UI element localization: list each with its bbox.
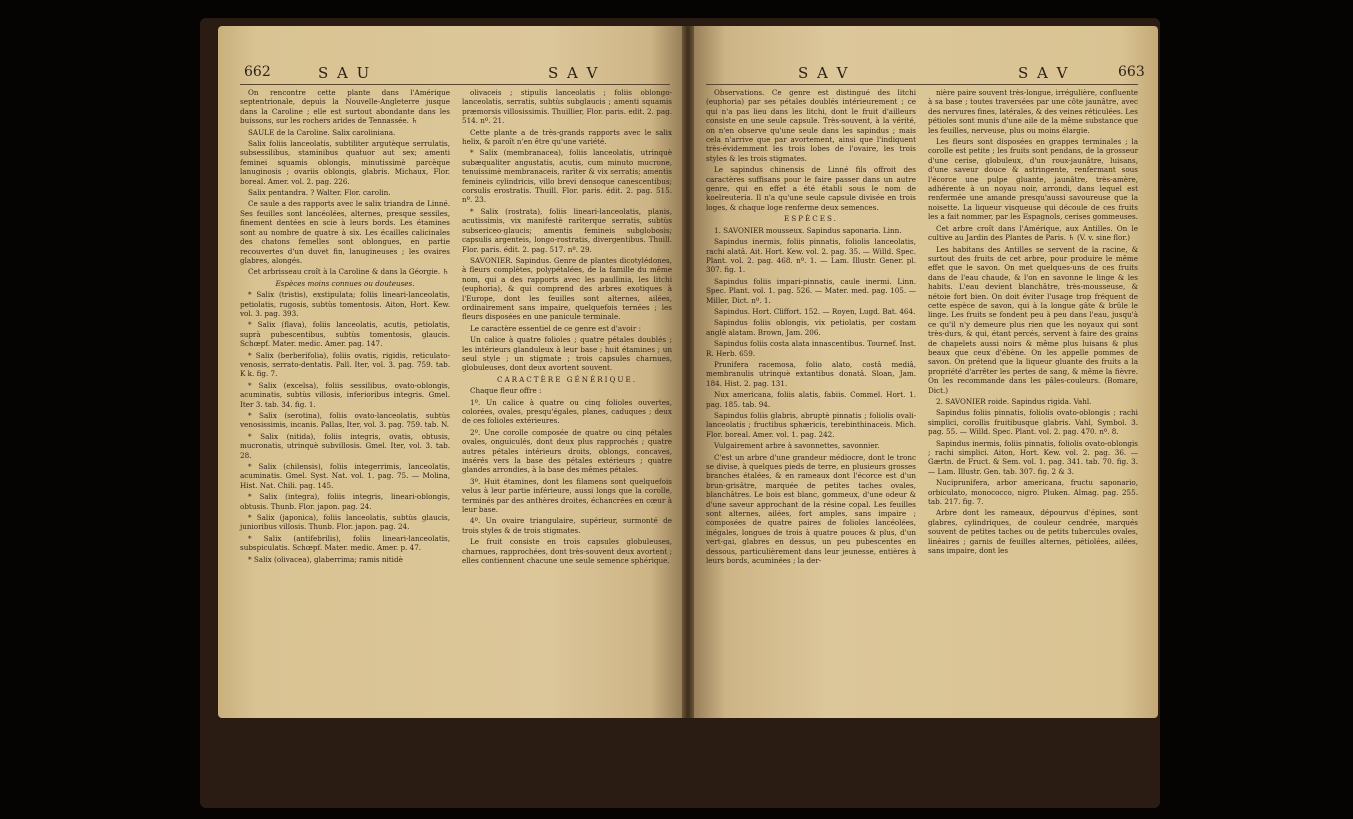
- paragraph: * Salix (flava), foliis lanceolatis, acutis, petiolatis, suprà pubescentibus, subtùs tomentosis, glaucis. Schœpf. Mater. medic. Amer. pag. 147.: [240, 320, 450, 349]
- paragraph: Un calice à quatre folioles ; quatre pétales doublés ; les intérieurs glanduleux à leur base ; huit étamines ; un seul style ; un stigmate ; trois capsules charnues, globuleuses, dont deux avortent souvent.: [462, 335, 672, 373]
- paragraph: * Salix (tristis), exstipulata; foliis lineari-lanceolatis, petiolatis, rugosis, subtùs tomentosis. Aiton, Hort. Kew. vol. 3. pag. 393.: [240, 290, 450, 318]
- paragraph: Le sapindus chinensis de Linné fils offroit des caractères suffisans pour le faire passer dans un autre genre, qui en effet a été établi sous le nom de koelreuteria. Il n'a qu'une seule capsule divisée en trois loges, & chaque loge renferme deux semences.: [706, 165, 916, 212]
- paragraph: Nux americana, foliis alatis, fabiis. Commel. Hort. 1. pag. 185. tab. 94.: [706, 390, 916, 409]
- paragraph: * Salix (integra), foliis integris, lineari-oblongis, obtusis. Thunb. Flor. japon. pag. 24.: [240, 492, 450, 511]
- paragraph: Sapindus inermis, foliis pinnatis, foliolis ovato-oblongis ; rachi simplici. Aiton, Hort. Kew. vol. 2. pag. 36. — Gærtn. de Fruct. & Sem. vol. 1. pag. 341. tab. 70. fig. 3. — Lam. Illustr. Gen. tab. 307. fig. 2 & 3.: [928, 438, 1138, 476]
- paragraph: Sapindus foliis pinnatis, foliolis ovato-oblongis ; rachi simplici, corollis fruitibusque glabris. Vahl, Symbol. 3. pag. 55. — Willd. Spec. Plant. vol. 2. pag. 470. nº. 8.: [928, 408, 1138, 437]
- paragraph: Nuciprunifera, arbor americana, fructu saponario, orbiculato, monococco, nigro. Pluken. Almag. pag. 255. tab. 217. fig. 7.: [928, 478, 1138, 507]
- paragraph: Ce saule a des rapports avec le salix triandra de Linné. Ses feuilles sont lancéolées, alternes, presque sessiles, finement dentées en scie à leurs bords. Les étamines sont au nombre de quatre à six. Les écailles calicinales des chatons femelles sont oblongues, en partie recouvertes d'un duvet fin, lanugineuses ; les ovaires glabres, alongés.: [240, 199, 450, 265]
- paragraph: Sapindus inermis, foliis pinnatis, foliolis lanceolatis, rachi alatâ. Ait. Hort. Kew. vol. 2. pag. 35. — Willd. Spec. Plant. vol. 2. pag. 468. nº. 1. — Lam. Illustr. Gener. pl. 307. fig. 1.: [706, 237, 916, 275]
- text-column-right: [462, 88, 672, 568]
- paragraph: * Salix (chilensis), foliis integerrimis, lanceolatis, acuminatis. Gmel. Syst. Nat. vol. 1. pag. 75. — Molina, Hist. Nat. Chili. pag. 145.: [240, 462, 450, 490]
- text-column-left: [240, 88, 450, 566]
- paragraph: Le caractère essentiel de ce genre est d'avoir :: [470, 323, 641, 333]
- paragraph: ESPÈCES.: [784, 214, 838, 224]
- paragraph: 1º. Un calice à quatre ou cinq folioles ouvertes, colorées, ovales, presqu'égales, planes, caduques ; deux de ces folioles extérieures.: [462, 397, 672, 426]
- paragraph: 1. SAVONIER mousseux. Sapindus saponaria. Linn.: [714, 225, 902, 235]
- paragraph: 3º. Huit étamines, dont les filamens sont quelquefois velus à leur partie inférieure, aussi longs que la corolle, terminés par des anthères droites, échancrées en cœur à leur base.: [462, 476, 672, 515]
- book-gutter: [682, 26, 694, 718]
- running-head: S A U: [318, 64, 372, 82]
- paragraph: * Salix (nitida), foliis integris, ovatis, obtusis, mucronatis, utrinquè subvillosis. Gmel. Iter, vol. 3. tab. 28.: [240, 431, 450, 460]
- paragraph: * Salix (antifebrilis), foliis lineari-lanceolatis, subspiculatis. Schœpf. Mater. medic. Amer. p. 47.: [240, 533, 450, 553]
- paragraph: Observations. Ce genre est distingué des litchi (euphoria) par ses pétales doublés intérieurement ; ce qui n'a pas lieu dans les litchi, dont le fruit d'ailleurs consiste en une seule capsule. Très-souvent, à la vérité, on n'en observe qu'une seule dans les sapindus ; mais cela n'arrive que par avortement, ainsi que l'indiquent très-évidemment les trois lobes de l'ovaire, les trois styles & les trois stigmates.: [706, 88, 916, 163]
- paragraph: Sapindus foliis oblongis, vix petiolatis, per costam anglè alatam. Brown, Jam. 206.: [706, 318, 916, 337]
- paragraph: olivaceis ; stipulis lanceolatis ; foliis oblongo-lanceolatis, serratis, subtùs subglaucis ; amenti squamis præmorsis villosissimis. Thuillier, Flor. paris. edit. 2. pag. 514. nº. 21.: [462, 88, 672, 126]
- paragraph: * Salix (membranacea), foliis lanceolatis, utrinquè subæqualiter angustatis, acutis, cum minuto mucrone, tenuissimè membranaceis, rarìter & vix serratis; amentis femineis cylindricis, villo brevi densoque canescentibus; corsulis erostratis. Thuill. Flor. paris. édit. 2. pag. 515. nº. 23.: [462, 148, 672, 205]
- paragraph: On rencontre cette plante dans l'Amérique septentrionale, depuis la Nouvelle-Angleterre jusque dans la Caroline ; elle est surtout abondante dans les buissons, sur les rochers arides de Tennassée. ♄: [240, 88, 450, 126]
- right-page: [688, 26, 1158, 718]
- paragraph: 2º. Une corolle composée de quatre ou cinq pétales ovales, onguiculés, dont deux plus rapprochés ; quatre autres pétales intérieurs droits, oblongs, concaves, insérés vers la base des pétales extérieurs ; quatre glandes arrondies, à la base des mêmes pétales.: [462, 427, 672, 475]
- paragraph: C'est un arbre d'une grandeur médiocre, dont le tronc se divise, à quelques pieds de terre, en plusieurs grosses branches étalées, & en rameaux dont l'écorce est d'un brun-grisâtre, marquée de petites taches ovales, blanchâtres. Le bois est blanc, gommeux, d'une odeur & d'une saveur approchant de la résine copal. Les feuilles sont alternes, ailées, fort amples, sans impaire ; composées de quatre paires de folioles lancéolées, inégales, longues de trois à quatre pouces & plus, d'un vert-gai, glabres en dessus, un peu pubescentes en dessous, particulièrement dans leur jeunesse, entières à leurs bords, acuminées ; la der-: [706, 452, 916, 566]
- header-rule: [240, 84, 670, 85]
- paragraph: Salix foliis lanceolatis, subtiliter argutèque serrulatis, subsessilibus, staminibus quatuor aut sex; amenti feminei squamis oblongis, minutissimè parcèque lanuginosis ; ovariis oblongis, glabris. Michaux, Flor. boreal. Amer. vol. 2. pag. 226.: [240, 139, 450, 186]
- paragraph: Sapindus. Hort. Cliffort. 152. — Royen, Lugd. Bat. 464.: [714, 306, 916, 316]
- paragraph: * Salix (excelsa), foliis sessilibus, ovato-oblongis, acuminatis, subtùs villosis, inferioribus integris. Gmel. Iter 3. tab. 34. fig. 1.: [240, 380, 450, 409]
- paragraph: * Salix (serotina), foliis ovato-lanceolatis, subtùs venosissimis, incanis. Pallas, Iter, vol. 3. pag. 759. tab. N.: [240, 411, 450, 430]
- text-column-left: [706, 88, 916, 568]
- paragraph: Cette plante a de très-grands rapports avec le salix helix, & paroît n'en être qu'une variété.: [462, 127, 672, 147]
- paragraph: Prunifera racemosa, folio alato, costâ mediâ, membranulis utrinquè extantibus donatâ. Sloan, Jam. 184. Hist. 2. pag. 131.: [706, 359, 916, 388]
- text-column-right: [928, 88, 1138, 558]
- running-head: S A V: [798, 64, 850, 82]
- paragraph: Cet arbrisseau croît à la Caroline & dans la Géorgie. ♄: [248, 267, 449, 277]
- paragraph: 2. SAVONIER roide. Sapindus rigida. Vahl.: [936, 397, 1092, 406]
- paragraph: SAVONIER. Sapindus. Genre de plantes dicotylédones, à fleurs complètes, polypétalées, de la famille du même nom, qui a des rapports avec les paullinia, les litchi (euphoria), & qui comprend des arbres exotiques à l'Europe, dont les feuilles sont alternes, ailées, ordinairement sans impaire, quelquefois ternées ; les fleurs disposées en une panicule terminale.: [462, 255, 672, 322]
- paragraph: Salix pentandra. ? Walter. Flor. carolin.: [248, 188, 391, 198]
- paragraph: nière paire souvent très-longue, irrégulière, confluente à sa base ; toutes traversées par une côte jaunâtre, avec des nervures fines, latérales, & des veines réticulées. Les pétioles sont munis d'une aile de la même substance que les feuilles, nerveuse, plus ou moins élargie.: [928, 88, 1138, 135]
- paragraph: Sapindus foliis glabris, abruptè pinnatis ; foliolis ovali-lanceolatis ; fructibus sphæricis, terebinthinaceis. Mich. Flor. boreal. Amer. vol. 1. pag. 242.: [706, 411, 916, 439]
- paragraph: Cet arbre croît dans l'Amérique, aux Antilles. On le cultive au Jardin des Plantes de Paris. ♄ (V. v. sine flor.): [928, 223, 1138, 243]
- paragraph: SAULE de la Caroline. Salix caroliniana.: [248, 127, 396, 137]
- page-number: 663: [1118, 64, 1145, 80]
- paragraph: Les fleurs sont disposées en grappes terminales ; la corolle est petite ; les fruits sont pendans, de la grosseur d'une cerise, globuleux, d'un roux-jaunâtre, luisans, d'une saveur douce & astringente, renfermant sous l'écorce une pulpe gluante, jaunâtre, très-amère, adhérente à un noyau noir, arrondi, dans lequel est renfermée une amande presqu'aussi savoureuse que la noisette. La liqueur visqueuse qui découle de ces fruits les a fait nommer, par les Espagnols, cerises gommeuses.: [928, 137, 1138, 222]
- paragraph: Les habitans des Antilles se servent de la racine, & surtout des fruits de cet arbre, pour produire le même effet que le savon. On met quelques-uns de ces fruits dans de l'eau chaude, & l'on en savonne le linge & les habits. L'eau devient blanchâtre, très-mousseuse, & nétoie fort bien. On doit éviter l'usage trop fréquent de cette espèce de savon, qui à la longue gâte & brûle le linge. Les fruits se fondent peu à peu dans l'eau, jusqu'à ce qu'il n'y demeure plus rien que les noyaux qui sont très-durs, & qui, étant percés, servent à faire des grains de chapelets aussi noirs & même plus luisans & plus beaux que ceux d'ébène. On les appelle pommes de savon. On prétend que la liqueur gluante des fruits a la propriété d'arrêter les pertes de sang, & même la fièvre. On les recommande dans les pâles-couleurs. (Bomare, Dict.): [928, 244, 1138, 395]
- paragraph: Vulgairement arbre à savonnettes, savonnier.: [714, 441, 880, 451]
- running-head: S A V: [1018, 64, 1070, 82]
- paragraph: Sapindus foliis costa alata innascentibus. Tournef. Inst. R. Herb. 659.: [706, 339, 916, 358]
- paragraph: * Salix (olivacea), glaberrima; ramis nitidè: [248, 554, 403, 564]
- paragraph: * Salix (japonica), foliis lanceolatis, subtùs glaucis, junioribus villosis. Thunb. Flor. japon. pag. 24.: [240, 513, 450, 532]
- paragraph: 4º. Un ovaire triangulaire, supérieur, surmonté de trois styles & de trois stigmates.: [462, 516, 672, 535]
- running-head: S A V: [548, 64, 600, 82]
- paragraph: Espèces moins connues ou douteuses.: [275, 278, 415, 288]
- paragraph: Sapindus foliis impari-pinnatis, caule inermi. Linn. Spec. Plant. vol. 1. pag. 526. — Mater. med. pag. 105. — Miller, Dict. nº. 1.: [706, 276, 916, 305]
- header-rule: [706, 84, 1138, 85]
- paragraph: Le fruit consiste en trois capsules globuleuses, charnues, rapprochées, dont très-souvent deux avortent ; elles contiennent chacune une seule semence sphérique.: [462, 537, 672, 566]
- paragraph: * Salix (rostrata), foliis lineari-lanceolatis, planis, acutissimis, vix manifestè rarìterque serratis, subtùs subsericeo-glaucis; amentis femineis subglobosis; capsulis argenteis, longo-rostratis, divergentibus. Thuill. Flor. paris. édit. 2. pag. 517. nº. 29.: [462, 206, 672, 254]
- paragraph: Chaque fleur offre :: [470, 386, 542, 396]
- left-page: [218, 26, 688, 718]
- paragraph: * Salix (berberifolia), foliis ovatis, rigidis, reticulato-venosis, serrato-dentatis. Pall. Iter, vol. 3. pag. 759. tab. K k. fig. 7.: [240, 350, 450, 379]
- page-number: 662: [244, 64, 271, 80]
- paragraph: CARACTÈRE GÉNÉRIQUE.: [496, 374, 638, 384]
- paragraph: Arbre dont les rameaux, dépourvus d'épines, sont glabres, cylindriques, de couleur cendrée, marqués souvent de petites taches ou de petits tubercules ovales, linéaires ; garnis de feuilles alternes, pétiolées, ailées, sans impaire, dont les: [928, 508, 1138, 556]
